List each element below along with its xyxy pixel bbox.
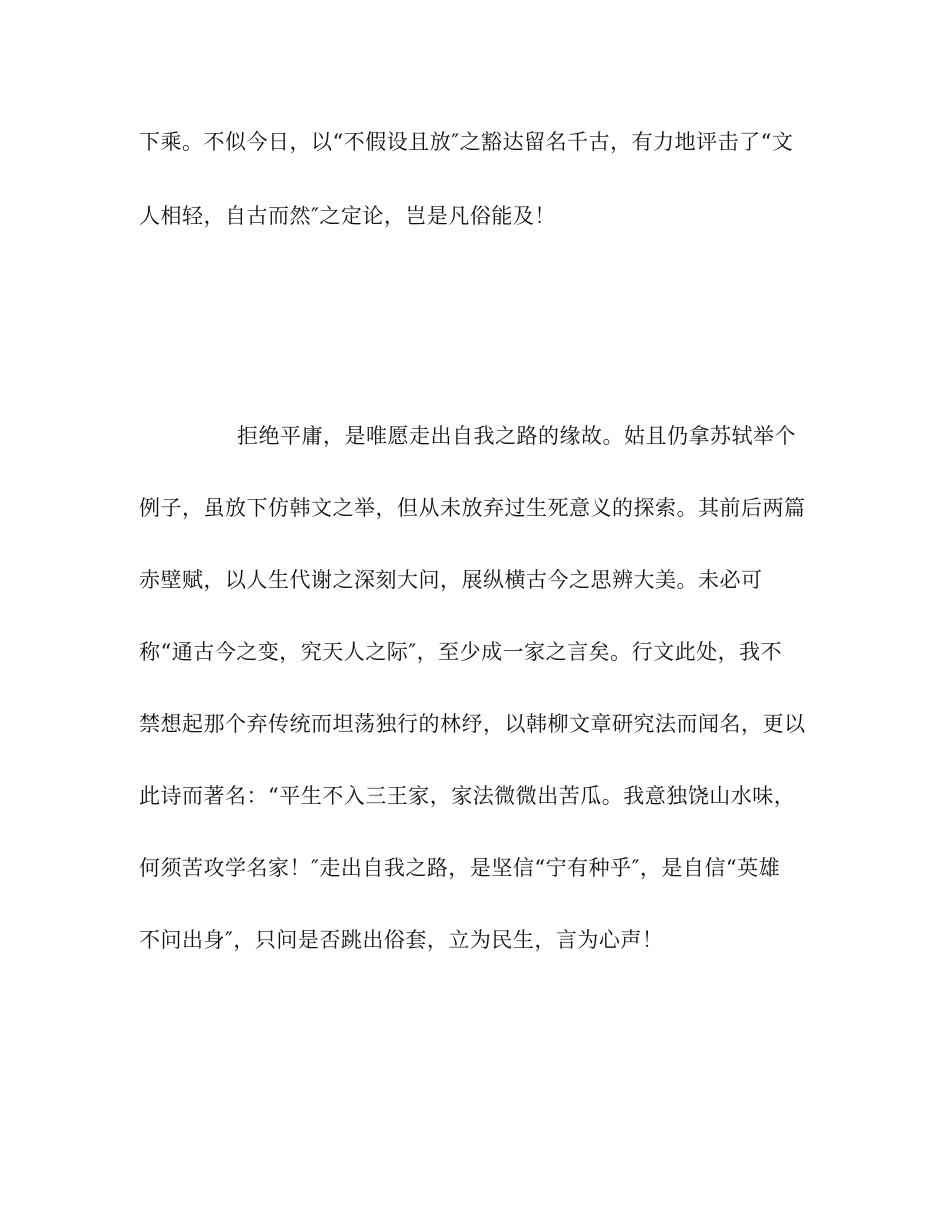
text-line: 人相轻，自古而然″之定论，岂是凡俗能及！: [139, 204, 556, 228]
text-line: 赤壁赋，以人生代谢之深刻大问，展纵横古今之思辨大美。未必可: [139, 568, 763, 592]
text-line: 不问出身″，只问是否跳出俗套，立为民生，言为心声！: [139, 928, 664, 952]
text-line: 拒绝平庸，是唯愿走出自我之路的缘故。姑且仍拿苏轼举个: [237, 424, 796, 448]
text-line: 下乘。不似今日，以“不假设且放″之豁达留名千古，有力地评击了“文: [139, 130, 794, 154]
text-line: 例子，虽放下仿韩文之举，但从未放弃过生死意义的探索。其前后两篇: [139, 496, 806, 520]
text-line: 何须苦攻学名家！″走出自我之路，是坚信“宁有种乎″，是自信“英雄: [139, 856, 781, 880]
text-line: 此诗而著名：“平生不入三王家，家法微微出苦瓜。我意独饶山水味，: [139, 784, 796, 808]
text-line: 称“通古今之变，究天人之际″，至少成一家之言矣。行文此处，我不: [139, 640, 783, 664]
text-line: 禁想起那个弃传统而坦荡独行的林纾，以韩柳文章研究法而闻名，更以: [139, 712, 806, 736]
